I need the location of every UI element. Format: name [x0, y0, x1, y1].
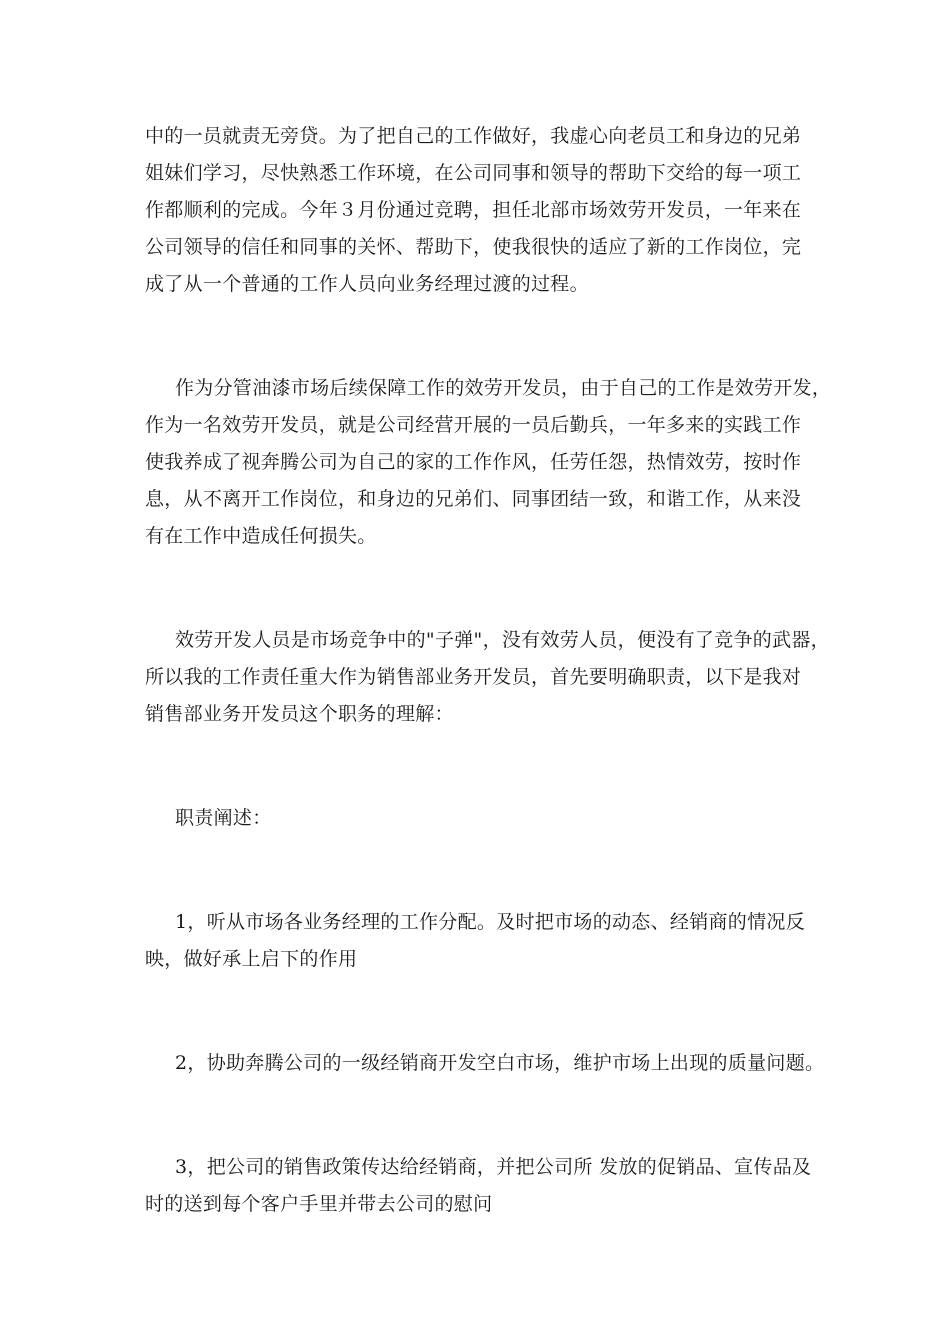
text-line: 3，把公司的销售政策传达给经销商，并把公司所 发放的促销品、宣传品及	[175, 1156, 812, 1178]
text-line: 2，协助奔腾公司的一级经销商开发空白市场，维护市场上出现的质量问题。	[175, 1052, 825, 1074]
text-line: 有在工作中造成任何损失。	[145, 525, 377, 547]
text-line: 时的送到每个客户手里并带去公司的慰问	[145, 1193, 493, 1215]
text-line: 使我养成了视奔腾公司为自己的家的工作作风，任劳任怨，热情效劳，按时作	[145, 451, 802, 473]
text-line: 效劳开发人员是市场竞争中的"子弹"，没有效劳人员，便没有了竞争的武器，	[175, 629, 830, 651]
text-line: 职责阐述：	[175, 807, 272, 829]
text-line: 1，听从市场各业务经理的工作分配。及时把市场的动态、经销商的情况反	[175, 911, 805, 933]
text-line: 成了从一个普通的工作人员向业务经理过渡的过程。	[145, 273, 589, 295]
text-line: 作都顺利的完成。今年３月份通过竞聘，担任北部市场效劳开发员，一年来在	[145, 199, 802, 221]
text-line: 中的一员就责无旁贷。为了把自己的工作做好，我虚心向老员工和身边的兄弟	[145, 125, 802, 147]
text-line: 销售部业务开发员这个职务的理解：	[145, 703, 454, 725]
text-line: 作为分管油漆市场后续保障工作的效劳开发员，由于自己的工作是效劳开发，	[175, 377, 832, 399]
text-line: 作为一名效劳开发员，就是公司经营开展的一员后勤兵，一年多来的实践工作	[145, 414, 802, 436]
text-line: 姐妹们学习，尽快熟悉工作环境，在公司同事和领导的帮助下交给的每一项工	[145, 162, 802, 184]
text-line: 映，做好承上启下的作用	[145, 948, 358, 970]
text-line: 公司领导的信任和同事的关怀、帮助下，使我很快的适应了新的工作岗位，完	[145, 236, 802, 258]
text-line: 所以我的工作责任重大作为销售部业务开发员，首先要明确职责，以下是我对	[145, 666, 802, 688]
text-line: 息，从不离开工作岗位，和身边的兄弟们、同事团结一致，和谐工作，从来没	[145, 488, 802, 510]
